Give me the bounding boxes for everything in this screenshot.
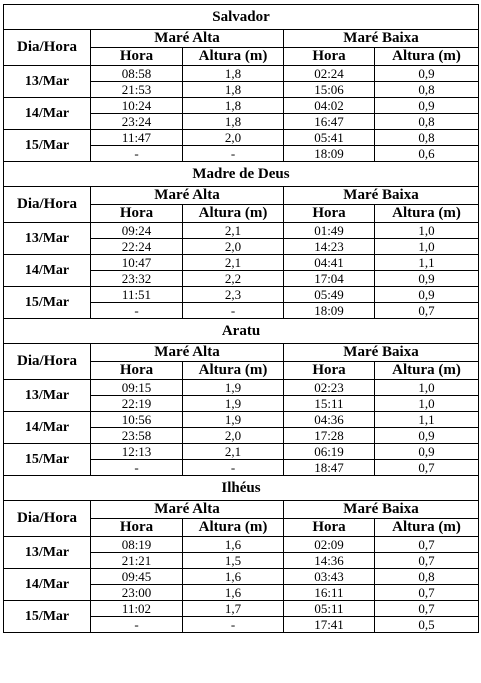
low-tide-height: 0,7 [375, 601, 479, 617]
high-tide-height: 2,1 [183, 444, 284, 460]
station-name: Madre de Deus [4, 162, 479, 187]
high-tide-time: 10:47 [91, 255, 183, 271]
high-tide-height: 2,1 [183, 223, 284, 239]
low-tide-time: 18:09 [284, 303, 375, 319]
low-tide-height: 0,9 [375, 98, 479, 114]
low-altura-header: Altura (m) [375, 519, 479, 537]
high-tide-time: 23:58 [91, 428, 183, 444]
high-altura-header: Altura (m) [183, 519, 284, 537]
low-tide-time: 16:47 [284, 114, 375, 130]
high-tide-height: 1,7 [183, 601, 284, 617]
low-tide-height: 0,9 [375, 66, 479, 82]
dia-hora-header: Dia/Hora [4, 187, 91, 223]
high-tide-header: Maré Alta [91, 501, 284, 519]
day-label: 14/Mar [4, 569, 91, 601]
high-tide-time: 22:24 [91, 239, 183, 255]
table-row [4, 412, 479, 428]
station-title-row [4, 319, 479, 344]
table-row [4, 255, 479, 271]
high-tide-header: Maré Alta [91, 344, 284, 362]
low-tide-height: 0,6 [375, 146, 479, 162]
low-tide-time: 17:04 [284, 271, 375, 287]
table-row [4, 601, 479, 617]
low-tide-time: 02:24 [284, 66, 375, 82]
low-tide-height: 1,0 [375, 396, 479, 412]
low-tide-time: 05:11 [284, 601, 375, 617]
day-label: 14/Mar [4, 412, 91, 444]
high-tide-height: 1,9 [183, 396, 284, 412]
day-label: 15/Mar [4, 444, 91, 476]
table-row [4, 223, 479, 239]
tide-table [3, 4, 479, 633]
high-tide-height: 2,1 [183, 255, 284, 271]
low-tide-height: 1,1 [375, 412, 479, 428]
low-tide-height: 0,9 [375, 428, 479, 444]
high-tide-header: Maré Alta [91, 187, 284, 205]
day-label: 13/Mar [4, 380, 91, 412]
low-tide-time: 04:02 [284, 98, 375, 114]
day-label: 14/Mar [4, 255, 91, 287]
low-tide-header: Maré Baixa [284, 501, 479, 519]
high-tide-time: 23:32 [91, 271, 183, 287]
dia-hora-header: Dia/Hora [4, 30, 91, 66]
table-row [4, 380, 479, 396]
low-tide-height: 0,9 [375, 287, 479, 303]
low-altura-header: Altura (m) [375, 362, 479, 380]
low-tide-time: 03:43 [284, 569, 375, 585]
high-altura-header: Altura (m) [183, 48, 284, 66]
high-tide-time: 23:00 [91, 585, 183, 601]
low-tide-time: 06:19 [284, 444, 375, 460]
high-tide-height: 1,6 [183, 537, 284, 553]
high-tide-time: 08:19 [91, 537, 183, 553]
low-tide-time: 14:36 [284, 553, 375, 569]
low-tide-header: Maré Baixa [284, 187, 479, 205]
high-tide-time: 21:21 [91, 553, 183, 569]
low-tide-height: 0,7 [375, 303, 479, 319]
high-tide-height: 2,0 [183, 239, 284, 255]
low-tide-height: 0,8 [375, 569, 479, 585]
station-name: Ilhéus [4, 476, 479, 501]
high-hora-header: Hora [91, 519, 183, 537]
table-row [4, 130, 479, 146]
day-label: 15/Mar [4, 601, 91, 633]
low-tide-time: 15:11 [284, 396, 375, 412]
group-header-row [4, 501, 479, 519]
high-tide-height: 1,8 [183, 66, 284, 82]
high-tide-time: 10:56 [91, 412, 183, 428]
low-tide-time: 02:23 [284, 380, 375, 396]
low-tide-header: Maré Baixa [284, 30, 479, 48]
low-tide-height: 0,8 [375, 130, 479, 146]
low-tide-time: 05:49 [284, 287, 375, 303]
low-tide-time: 01:49 [284, 223, 375, 239]
high-tide-time: 10:24 [91, 98, 183, 114]
station-title-row [4, 162, 479, 187]
high-altura-header: Altura (m) [183, 362, 284, 380]
high-tide-time: - [91, 303, 183, 319]
high-tide-height: 2,0 [183, 130, 284, 146]
high-tide-time: 23:24 [91, 114, 183, 130]
low-tide-time: 04:36 [284, 412, 375, 428]
low-hora-header: Hora [284, 519, 375, 537]
table-row [4, 537, 479, 553]
low-tide-time: 05:41 [284, 130, 375, 146]
high-tide-height: 2,2 [183, 271, 284, 287]
high-tide-time: - [91, 146, 183, 162]
low-tide-height: 0,8 [375, 114, 479, 130]
high-tide-height: 2,3 [183, 287, 284, 303]
low-tide-height: 1,1 [375, 255, 479, 271]
low-tide-time: 16:11 [284, 585, 375, 601]
low-tide-height: 1,0 [375, 380, 479, 396]
high-tide-time: 09:24 [91, 223, 183, 239]
low-tide-height: 0,9 [375, 444, 479, 460]
day-label: 13/Mar [4, 66, 91, 98]
high-tide-height: 1,6 [183, 569, 284, 585]
high-tide-time: 11:02 [91, 601, 183, 617]
low-altura-header: Altura (m) [375, 48, 479, 66]
high-tide-height: 2,0 [183, 428, 284, 444]
table-row [4, 66, 479, 82]
high-tide-time: 09:45 [91, 569, 183, 585]
station-name: Aratu [4, 319, 479, 344]
group-header-row [4, 30, 479, 48]
low-hora-header: Hora [284, 205, 375, 223]
group-header-row [4, 187, 479, 205]
low-tide-time: 17:41 [284, 617, 375, 633]
low-tide-height: 1,0 [375, 239, 479, 255]
high-tide-height: 1,5 [183, 553, 284, 569]
high-tide-height: - [183, 617, 284, 633]
high-tide-time: 11:51 [91, 287, 183, 303]
high-hora-header: Hora [91, 48, 183, 66]
table-row [4, 569, 479, 585]
low-tide-height: 0,9 [375, 271, 479, 287]
high-tide-header: Maré Alta [91, 30, 284, 48]
dia-hora-header: Dia/Hora [4, 344, 91, 380]
day-label: 15/Mar [4, 287, 91, 319]
dia-hora-header: Dia/Hora [4, 501, 91, 537]
low-tide-time: 04:41 [284, 255, 375, 271]
high-tide-height: 1,8 [183, 114, 284, 130]
high-tide-height: - [183, 146, 284, 162]
low-tide-height: 0,5 [375, 617, 479, 633]
high-hora-header: Hora [91, 205, 183, 223]
day-label: 13/Mar [4, 223, 91, 255]
low-tide-time: 14:23 [284, 239, 375, 255]
low-tide-height: 0,7 [375, 585, 479, 601]
low-hora-header: Hora [284, 48, 375, 66]
day-label: 14/Mar [4, 98, 91, 130]
low-altura-header: Altura (m) [375, 205, 479, 223]
low-tide-time: 15:06 [284, 82, 375, 98]
station-title-row [4, 5, 479, 30]
table-row [4, 98, 479, 114]
high-hora-header: Hora [91, 362, 183, 380]
high-tide-time: - [91, 460, 183, 476]
table-row [4, 287, 479, 303]
high-tide-time: 09:15 [91, 380, 183, 396]
high-tide-time: 21:53 [91, 82, 183, 98]
low-tide-header: Maré Baixa [284, 344, 479, 362]
low-tide-height: 1,0 [375, 223, 479, 239]
low-tide-height: 0,7 [375, 553, 479, 569]
low-tide-height: 0,8 [375, 82, 479, 98]
low-tide-height: 0,7 [375, 460, 479, 476]
high-tide-height: - [183, 460, 284, 476]
station-name: Salvador [4, 5, 479, 30]
day-label: 13/Mar [4, 537, 91, 569]
station-title-row [4, 476, 479, 501]
high-tide-time: 08:58 [91, 66, 183, 82]
high-tide-time: 22:19 [91, 396, 183, 412]
high-tide-height: 1,9 [183, 412, 284, 428]
high-tide-height: 1,8 [183, 98, 284, 114]
low-tide-time: 18:09 [284, 146, 375, 162]
high-tide-time: 11:47 [91, 130, 183, 146]
high-tide-height: 1,8 [183, 82, 284, 98]
high-tide-time: 12:13 [91, 444, 183, 460]
high-altura-header: Altura (m) [183, 205, 284, 223]
low-tide-time: 02:09 [284, 537, 375, 553]
low-tide-time: 18:47 [284, 460, 375, 476]
high-tide-time: - [91, 617, 183, 633]
high-tide-height: 1,6 [183, 585, 284, 601]
day-label: 15/Mar [4, 130, 91, 162]
low-hora-header: Hora [284, 362, 375, 380]
low-tide-time: 17:28 [284, 428, 375, 444]
table-row [4, 444, 479, 460]
high-tide-height: 1,9 [183, 380, 284, 396]
high-tide-height: - [183, 303, 284, 319]
low-tide-height: 0,7 [375, 537, 479, 553]
group-header-row [4, 344, 479, 362]
